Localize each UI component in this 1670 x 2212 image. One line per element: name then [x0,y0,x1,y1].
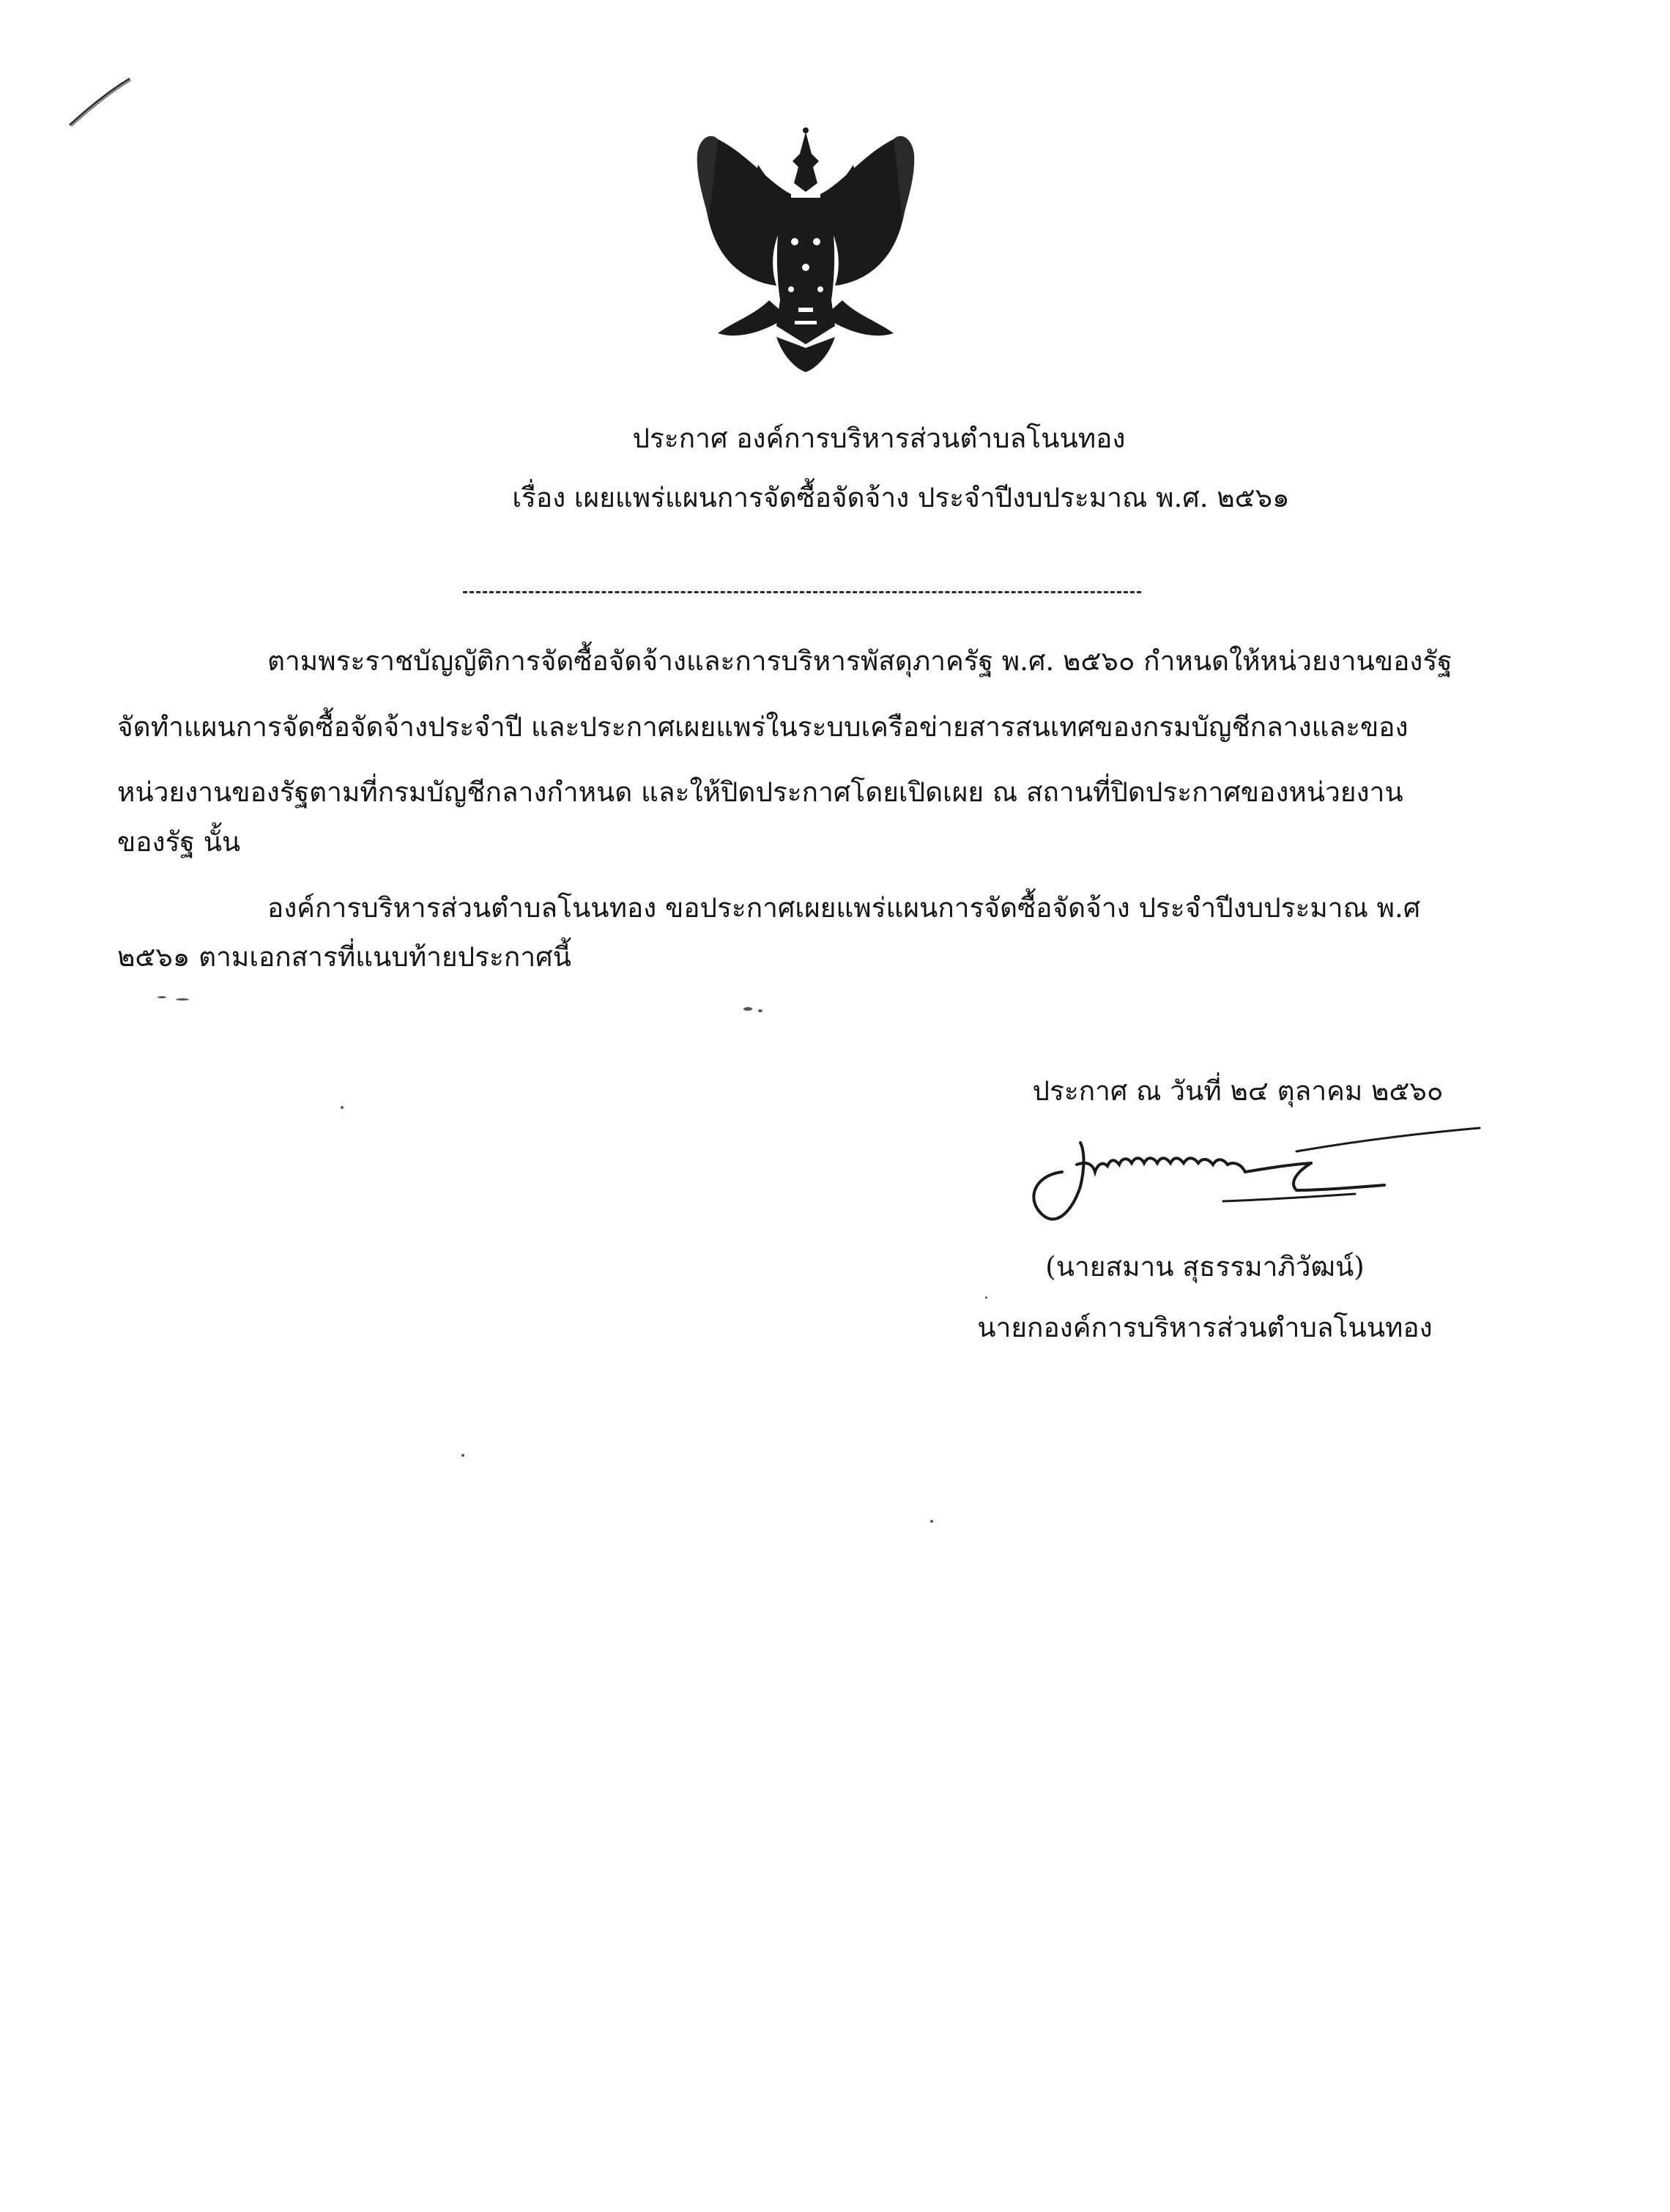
scan-speck [985,1296,987,1299]
scan-speck [461,1454,464,1457]
scan-speck [341,1106,344,1109]
announcement-date: ประกาศ ณ วันที่ ๒๔ ตุลาคม ๒๕๖๐ [1032,1075,1444,1107]
announcement-subject: เรื่อง เผยแพร่แผนการจัดซื้อจัดจ้าง ประจำปีงบประมาณ พ.ศ. ๒๕๖๑ [512,482,1290,513]
paragraph-1-line-1: ตามพระราชบัญญัติการจัดซื้อจัดจ้างและการบริหารพัสดุภาครัฐ พ.ศ. ๒๕๖๐ กำหนดให้หน่วยงานของรัฐ [267,645,1452,677]
paragraph-2-line-2: ๒๕๖๑ ตามเอกสารที่แนบท้ายประกาศนี้ [117,941,571,973]
scan-speck [157,996,166,998]
scan-speck [176,998,189,1001]
dashed-divider [463,591,1141,593]
paragraph-1-line-2: จัดทำแผนการจัดซื้อจัดจ้างประจำปี และประกาศเผยแพร่ในระบบเครือข่ายสารสนเทศของกรมบัญชีกลางและของ [117,711,1409,743]
signatory-position: นายกองค์การบริหารส่วนตำบลโนนทอง [977,1312,1433,1343]
pen-stroke-mark [64,73,138,132]
signatory-name: (นายสมาน สุธรรมาภิวัฒน์) [1045,1251,1365,1283]
handwritten-signature [1003,1121,1487,1231]
scan-speck [930,1520,933,1523]
scan-speck [743,1007,752,1011]
announcement-title: ประกาศ องค์การบริหารส่วนตำบลโนนทอง [632,423,1126,454]
paragraph-1-line-3: หน่วยงานของรัฐตามที่กรมบัญชีกลางกำหนด และให้ปิดประกาศโดยเปิดเผย ณ สถานที่ปิดประกาศของหน่วยงาน [117,776,1403,808]
garuda-emblem-icon [689,125,923,374]
paragraph-1-line-4: ของรัฐ นั้น [117,826,241,858]
scan-speck [758,1009,762,1012]
paragraph-2-line-1: องค์การบริหารส่วนตำบลโนนทอง ขอประกาศเผยแพร่แผนการจัดซื้อจัดจ้าง ประจำปีงบประมาณ พ.ศ [267,892,1421,924]
